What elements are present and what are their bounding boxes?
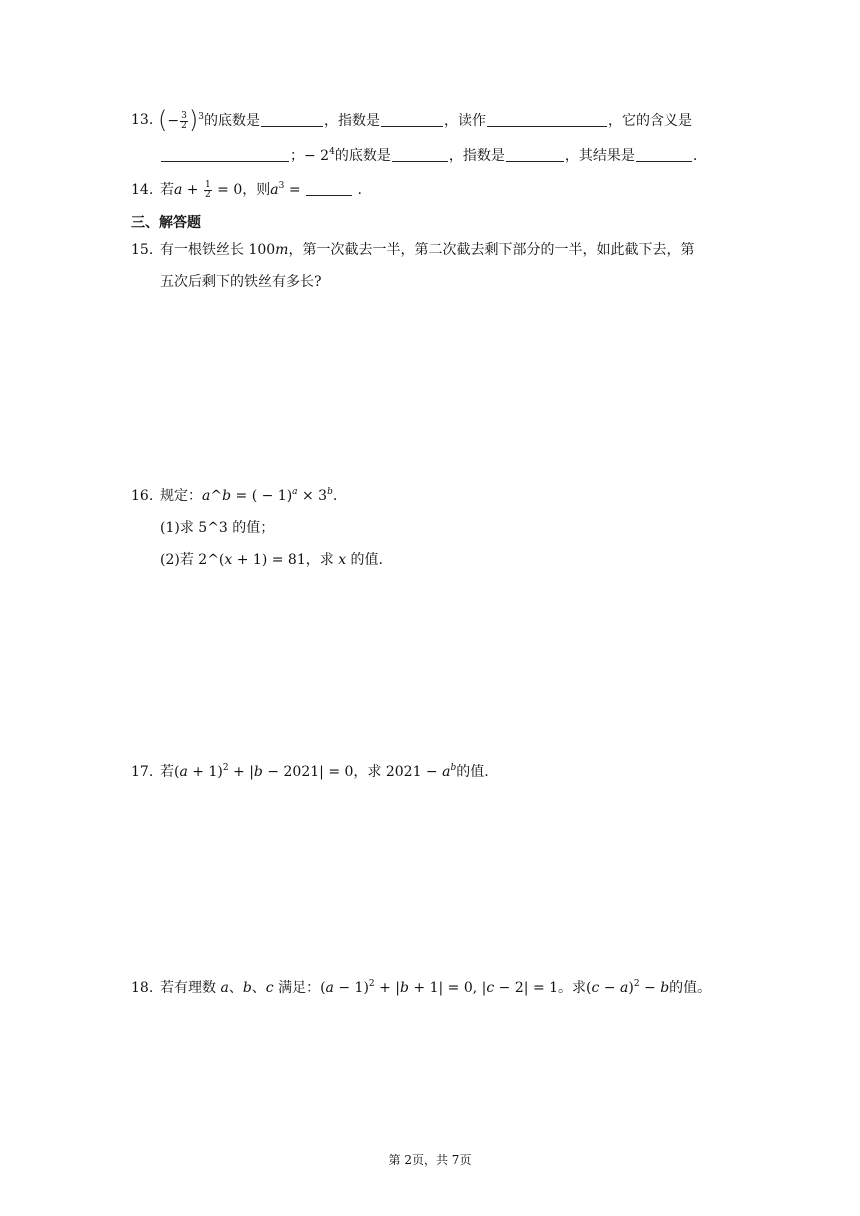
question-13-number: 13. <box>131 112 154 128</box>
answer-blank[interactable] <box>381 112 443 127</box>
question-18-number: 18. <box>131 980 154 996</box>
answer-blank[interactable] <box>392 147 448 162</box>
fraction: $\frac{1}{2}$ <box>205 179 211 200</box>
question-14-number: 14. <box>131 182 154 198</box>
fraction: $\frac{3}{2}$ <box>181 110 187 131</box>
answer-blank[interactable] <box>306 181 352 196</box>
answer-blank[interactable] <box>487 112 607 127</box>
question-17-number: 17. <box>131 764 154 780</box>
question-15-number: 15. <box>131 242 154 258</box>
answer-blank[interactable] <box>636 147 692 162</box>
page-footer: 第 2页，共 7页 <box>388 1153 472 1167</box>
answer-blank[interactable] <box>161 147 289 162</box>
answer-blank[interactable] <box>261 112 323 127</box>
answer-blank[interactable] <box>506 147 564 162</box>
section-heading: 三、解答题 <box>131 215 201 231</box>
question-16-number: 16. <box>131 488 154 504</box>
